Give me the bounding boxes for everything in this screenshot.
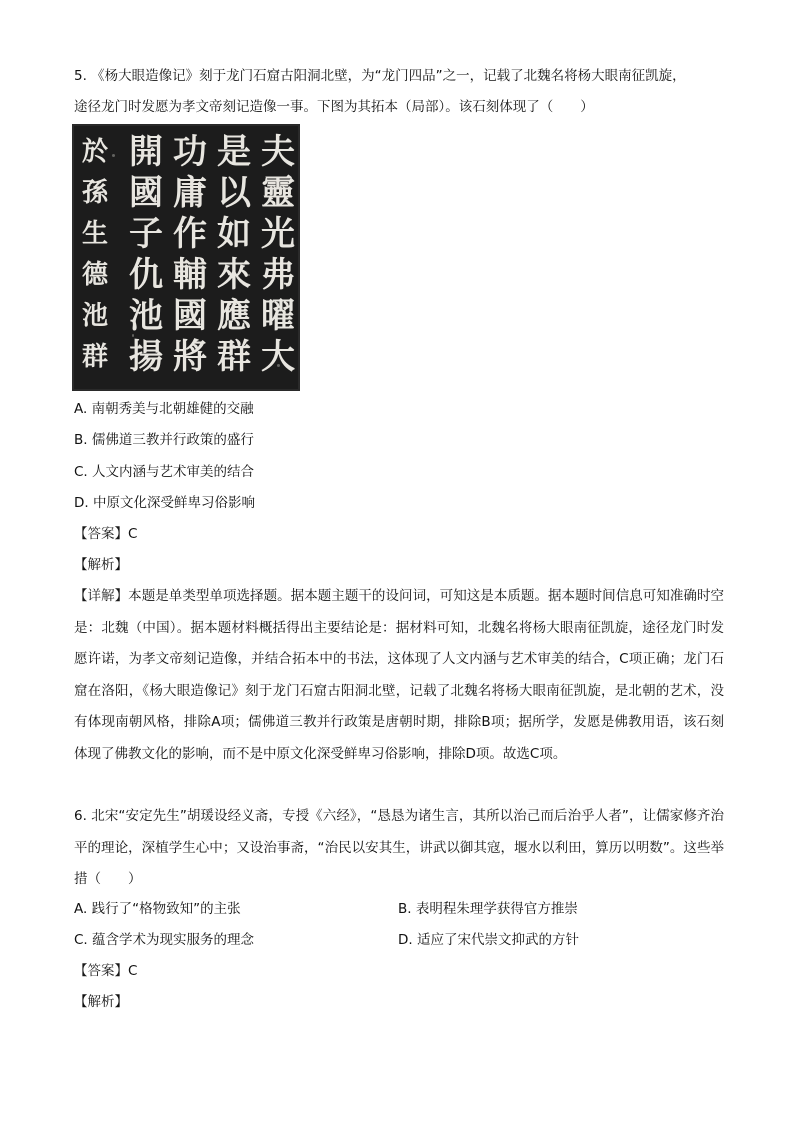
rubbing-column: 功 庸 作 輔 國 將 xyxy=(173,132,207,377)
option-b: B. 表明程朱理学获得官方推崇 xyxy=(398,901,578,917)
option-c: C. 人文内涵与艺术审美的结合 xyxy=(74,464,255,480)
rubbing-column: 於 孫 生 德 池 群 xyxy=(81,137,108,372)
option-d: D. 适应了宋代崇文抑武的方针 xyxy=(398,932,579,948)
question-5-stem-line-2: 途径龙门时发愿为孝文帝刻记造像一事。下图为其拓本（局部）。该石刻体现了（ ） xyxy=(74,99,594,115)
analysis-label: 【解析】 xyxy=(74,994,128,1010)
rubbing-column: 是 以 如 來 應 群 xyxy=(217,132,251,377)
rubbing-column: 開 國 子 仇 池 揚 xyxy=(129,132,163,377)
answer-line: 【答案】C xyxy=(74,526,138,542)
analysis-label: 【解析】 xyxy=(74,557,128,573)
answer-line: 【答案】C xyxy=(74,963,138,979)
rubbing-column: 夫 靈 光 弗 曜 大 xyxy=(261,132,295,377)
question-5-stem-line-1: 5. 《杨大眼造像记》刻于龙门石窟古阳洞北壁，为“龙门四品”之一，记载了北魏名将杨大眼南征凯旋， xyxy=(74,68,686,84)
option-a: A. 践行了“格物致知”的主张 xyxy=(74,901,241,917)
option-d: D. 中原文化深受鲜卑习俗影响 xyxy=(74,495,255,511)
stele-rubbing-image xyxy=(72,124,300,391)
option-c: C. 蕴含学术为现实服务的理念 xyxy=(74,932,255,948)
option-a: A. 南朝秀美与北朝雄健的交融 xyxy=(74,401,254,417)
detail-explanation-q5: 【详解】本题是单类型单项选择题。据本题主题干的设问词，可知这是本质题。据本题时间信息可知准确时空是：北魏（中国）。据本题材料概括得出主要结论是：据材料可知，北魏名将杨大眼南征凯旋，途径龙门时发愿许诺，为孝文帝刻记造像，并结合拓本中的书法，这体现了人文内涵与艺术审美的结合，C项正确；龙门石窟在洛阳，《杨大眼造像记》刻于龙门石窟古阳洞北壁，记载了北魏名将杨大眼南征凯旋，是北朝的艺术，没有体现南朝风格，排除A项；儒佛道三教并行政策是唐朝时期，排除B项；据所学，发愿是佛教用语，该石刻体现了佛教文化的影响，而不是中原文化深受鲜卑习俗影响，排除D项。故选C项。 xyxy=(74,588,725,762)
question-6-stem: 6. 北宋“安定先生”胡瑗设经义斋，专授《六经》，“恳恳为诸生言，其所以治己而后治乎人者”，让儒家修齐治平的理论，深植学生心中；又设治事斋，“治民以安其生，讲武以御其寇，堰水以利田，算历以明数”。这些举措（ ） xyxy=(74,808,724,887)
option-b: B. 儒佛道三教并行政策的盛行 xyxy=(74,432,254,448)
